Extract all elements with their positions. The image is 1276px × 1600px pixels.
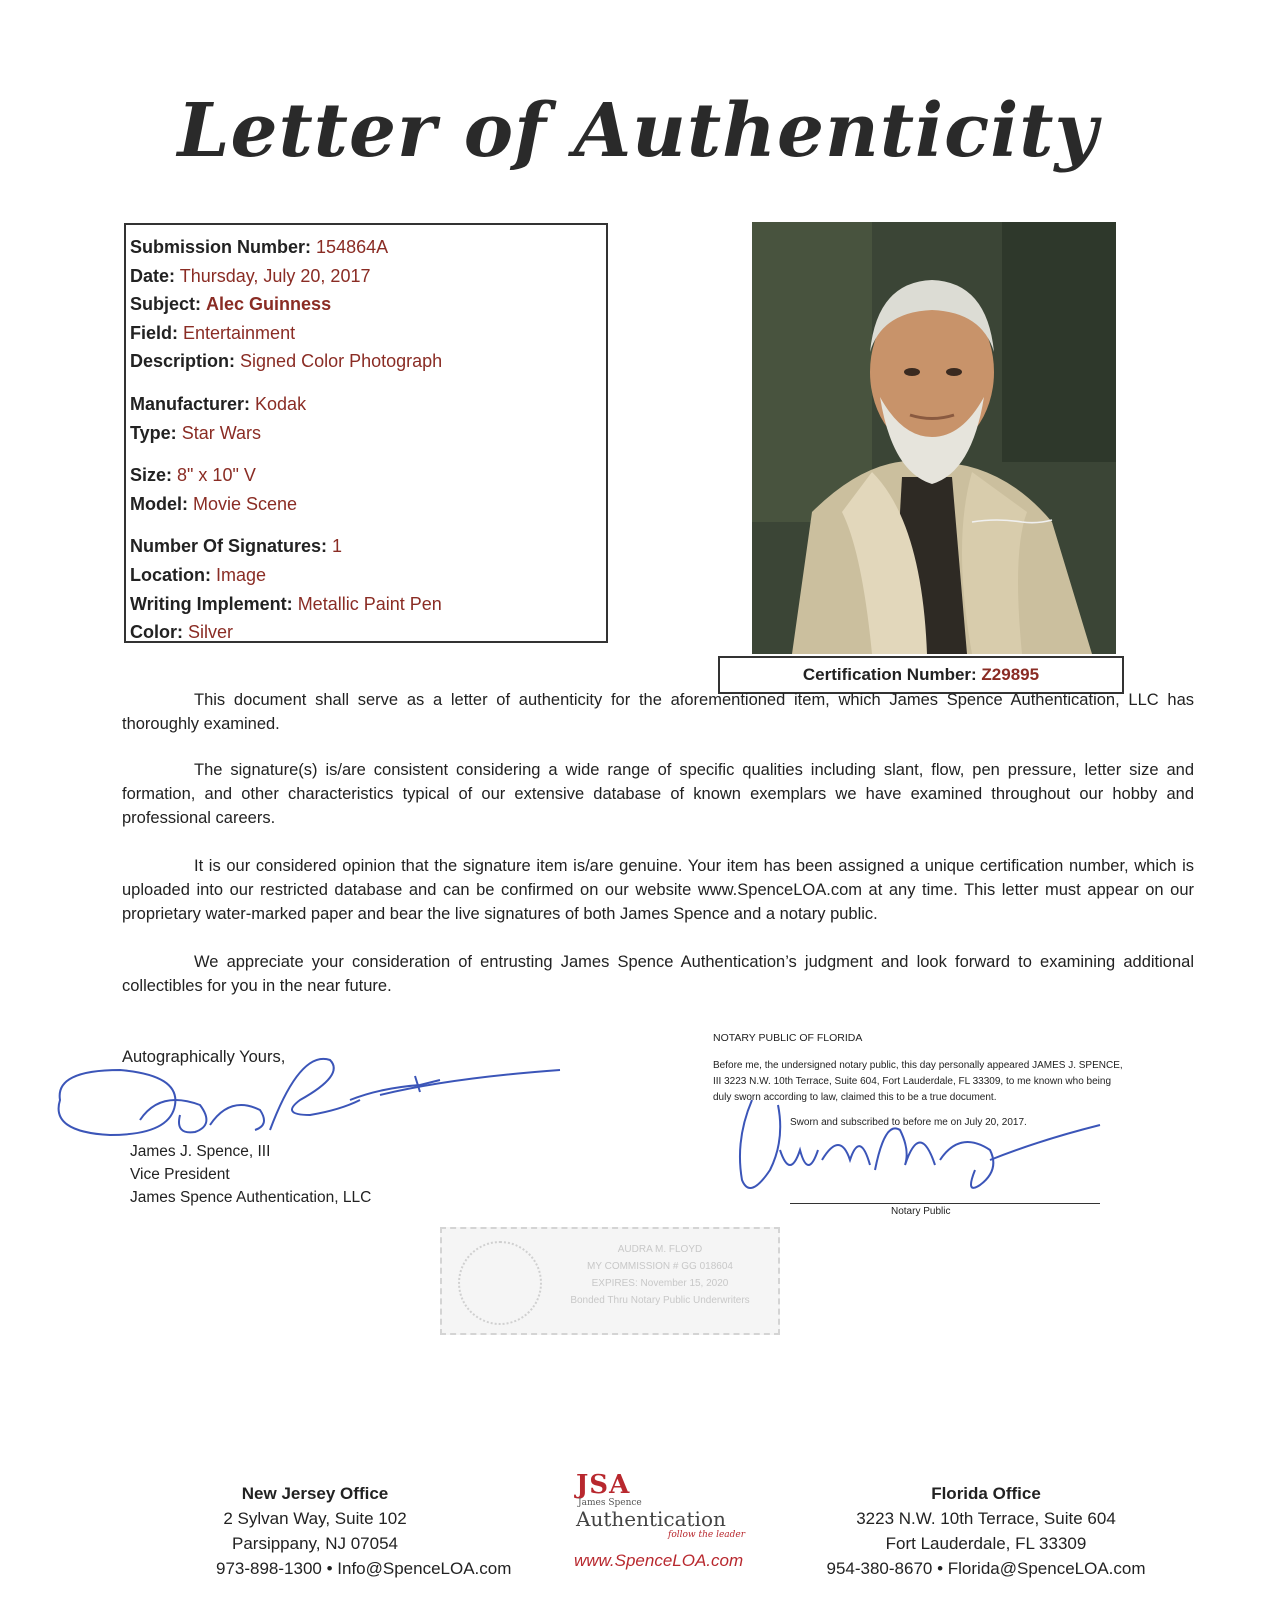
notary-stamp-text <box>550 1241 770 1309</box>
detail-key: Location: <box>130 564 211 585</box>
notary-block <box>713 1032 1123 1106</box>
signatory-company: James Spence Authentication, LLC <box>130 1189 372 1206</box>
detail-row <box>130 347 606 376</box>
detail-value: Movie Scene <box>193 493 298 514</box>
detail-row <box>130 319 606 348</box>
office-address-line: 3223 N.W. 10th Terrace, Suite 604 <box>856 1509 1116 1528</box>
detail-value: Star Wars <box>181 422 262 443</box>
detail-row <box>130 532 606 561</box>
florida-office <box>806 1481 1166 1581</box>
paragraph-consistency: The signature(s) is/are consistent considering a wide range of specific qualities including slant, flow, pen pressure, letter size and formation, and other characteristics typical of our extensive database of known exemplars we have examined throughout our hobby and professional careers. <box>122 761 1194 827</box>
stamp-line: AUDRA M. FLOYD <box>617 1244 703 1255</box>
james-spence-signature <box>59 1059 560 1135</box>
jsa-sub: James Spence <box>578 1498 642 1508</box>
detail-key: Writing Implement: <box>130 593 293 614</box>
notary-heading: NOTARY PUBLIC OF FLORIDA <box>713 1032 863 1044</box>
office-address-line: Parsippany, NJ 07054 <box>231 1534 398 1553</box>
office-heading: New Jersey Office <box>241 1484 389 1503</box>
office-heading: Florida Office <box>931 1484 1041 1503</box>
document-title: Letter of Authenticity <box>177 88 1099 174</box>
certification-label: Certification Number: <box>802 665 977 684</box>
detail-row <box>130 419 606 448</box>
detail-key: Description: <box>130 351 236 372</box>
paragraph-opinion: It is our considered opinion that the signature item is/are genuine. Your item has been assigned a unique certification number, which is uploaded into our restricted database and can be confirmed on our website www.SpenceLOA.com at any time. This letter must appear on our proprietary water-marked paper and bear the live signatures of both James Spence and a notary public. <box>122 857 1194 923</box>
signatory-name: James J. Spence, III <box>130 1143 271 1160</box>
detail-value: Kodak <box>255 393 307 414</box>
detail-value: Entertainment <box>183 322 296 343</box>
paragraph-appreciation: We appreciate your consideration of entrusting James Spence Authentication’s judgment and look forward to examining additional collectibles for you in the near future. <box>122 953 1194 995</box>
detail-row <box>130 390 606 419</box>
jsa-tagline: follow the leader <box>668 1530 746 1540</box>
detail-key: Size: <box>130 465 173 486</box>
detail-row <box>130 233 606 262</box>
detail-row <box>130 490 606 519</box>
detail-row <box>130 461 606 490</box>
detail-value: Metallic Paint Pen <box>297 593 442 614</box>
notary-signature <box>740 1100 1100 1188</box>
detail-key: Number Of Signatures: <box>130 536 328 557</box>
detail-value: Silver <box>188 622 234 643</box>
paragraph-authenticity: This document shall serve as a letter of authenticity for the aforementioned item, which James Spence Authentication, LLC has thoroughly examined. <box>122 691 1194 733</box>
detail-key: Manufacturer: <box>130 393 251 414</box>
detail-value: Alec Guinness <box>206 294 332 315</box>
detail-value: 154864A <box>316 237 389 257</box>
detail-key: Model: <box>130 493 188 514</box>
photo-illustration <box>752 222 1116 654</box>
detail-value: Thursday, July 20, 2017 <box>179 265 371 286</box>
item-details-box <box>124 223 608 643</box>
stamp-line: MY COMMISSION # GG 018604 <box>587 1261 733 1272</box>
new-jersey-office <box>216 1481 512 1581</box>
notary-public-label: Notary Public <box>891 1206 951 1217</box>
detail-value: 1 <box>332 536 343 557</box>
website-link[interactable]: www.SpenceLOA.com <box>574 1551 744 1570</box>
jsa-logo <box>576 1472 766 1540</box>
detail-key: Subject: <box>130 294 202 315</box>
detail-key: Date: <box>130 265 176 286</box>
jsa-mark: JSA <box>576 1470 631 1500</box>
detail-row <box>130 290 606 319</box>
closing-line: Autographically Yours, <box>122 1048 286 1066</box>
office-address-line: Fort Lauderdale, FL 33309 <box>885 1534 1087 1553</box>
office-contact: 954-380-8670 • Florida@SpenceLOA.com <box>826 1559 1146 1578</box>
notary-text: Before me, the undersigned notary public, this day personally appeared JAMES J. SPENCE, III 3223 N.W. 10th Terrace, Suite 604, Fort Lauderdale, FL 33309, to me known who being duly sworn according to law, claimed this to be a true document. <box>713 1060 1123 1103</box>
notary-signature-line <box>790 1203 1100 1204</box>
detail-value: Image <box>216 564 267 585</box>
signatory-block <box>130 1140 371 1209</box>
detail-key: Color: <box>130 622 183 643</box>
detail-key: Submission Number: <box>130 237 312 257</box>
office-contact: 973-898-1300 • Info@SpenceLOA.com <box>216 1559 512 1578</box>
detail-key: Type: <box>130 422 177 443</box>
detail-row <box>130 262 606 291</box>
office-address-line: 2 Sylvan Way, Suite 102 <box>223 1509 407 1528</box>
detail-row <box>130 561 606 590</box>
detail-row <box>130 590 606 619</box>
jsa-name: Authentication <box>576 1507 726 1531</box>
notary-stamp <box>440 1227 780 1335</box>
signatory-position: Vice President <box>130 1166 230 1183</box>
detail-value: 8" x 10" V <box>177 465 256 486</box>
notary-sworn-line: Sworn and subscribed to before me on July 20, 2017. <box>790 1117 1027 1128</box>
stamp-line: Bonded Thru Notary Public Underwriters <box>570 1295 750 1306</box>
detail-row <box>130 618 606 647</box>
certification-number: Z29895 <box>981 665 1040 684</box>
detail-key: Field: <box>130 322 178 343</box>
stamp-line: EXPIRES: November 15, 2020 <box>591 1278 729 1289</box>
detail-value: Signed Color Photograph <box>240 351 443 372</box>
notary-seal-icon <box>458 1241 542 1325</box>
signed-photograph <box>752 222 1116 654</box>
